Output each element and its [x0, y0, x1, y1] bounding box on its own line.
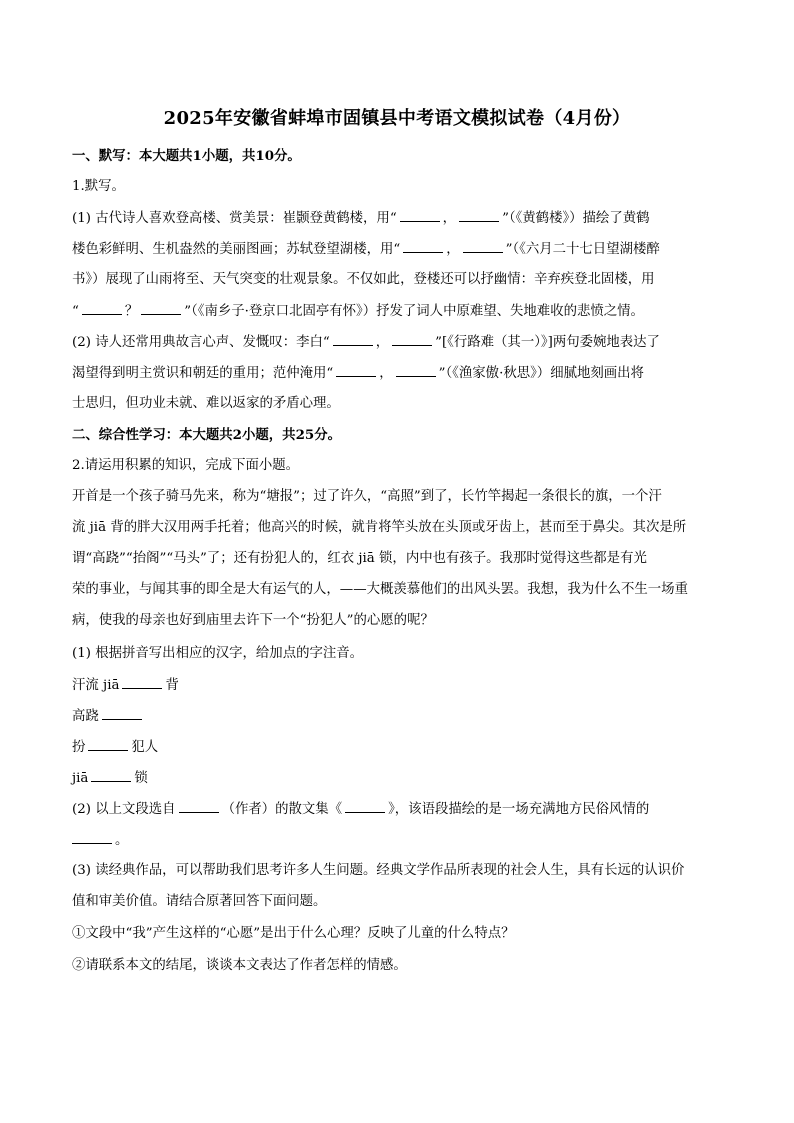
passage-line-2: 流 jiā 背的胖大汉用两手托着；他高兴的时候，就肯将竿头放在头顶或牙齿上，甚而至于鼻尖。其次是所	[72, 520, 687, 535]
text: 汗流 jiā	[72, 678, 120, 693]
text: 高跷	[72, 709, 99, 724]
passage-line-3: 谓“高跷”“抬阁”“马头”了；还有扮犯人的，红衣 jiā 锁，内中也有孩子。我那时觉得这些都是有光	[72, 551, 647, 566]
sub-question-1: ①文段中“我”产生这样的“心愿”是出于什么心理？反映了儿童的什么特点？	[72, 926, 515, 941]
question-1-2-line-3: 士思归，但功业未就、难以返家的矛盾心理。	[72, 396, 340, 411]
answer-blank[interactable]	[122, 676, 162, 689]
section-heading-1: 一、默写：本大题共1小题，共10分。	[72, 148, 301, 164]
answer-blank[interactable]	[400, 209, 440, 222]
question-1-1-line-4	[72, 302, 644, 321]
text: 扮	[72, 740, 86, 755]
word-item-1	[72, 676, 179, 695]
text: “	[72, 304, 79, 319]
answer-blank[interactable]	[82, 302, 122, 315]
answer-blank[interactable]	[179, 800, 219, 813]
text: ，	[379, 366, 393, 381]
text: ，	[442, 211, 457, 226]
text: 锁	[134, 771, 148, 786]
answer-blank[interactable]	[403, 240, 443, 253]
answer-blank[interactable]	[102, 707, 142, 720]
word-item-4	[72, 769, 148, 788]
answer-blank[interactable]	[459, 209, 499, 222]
question-2-3-line-1: (3) 读经典作品，可以帮助我们思考许多人生问题。经典文学作品所表现的社会人生，具有长远的认识价	[72, 863, 685, 878]
question-1-1-line-2	[72, 240, 660, 259]
question-1: 1.默写。	[72, 179, 125, 194]
section-heading-2: 二、综合性学习：本大题共2小题，共25分。	[72, 427, 341, 443]
text: ”（《黄鹤楼》）描绘了黄鹤	[502, 211, 650, 226]
text: (2) 诗人还常用典故言心声、发慨叹：李白“	[72, 335, 330, 350]
text: 》，该语段描绘的是一场充满地方民俗风情的	[388, 802, 650, 817]
answer-blank[interactable]	[91, 769, 131, 782]
text: （作者）的散文集《	[221, 802, 343, 817]
question-2-2-line-1	[72, 800, 649, 819]
answer-blank[interactable]	[88, 738, 128, 751]
answer-blank[interactable]	[396, 364, 436, 377]
text: ”（《渔家傲·秋思》）细腻地刻画出将	[438, 366, 644, 381]
text: 背	[165, 678, 179, 693]
passage-line-5: 病，使我的母亲也好到庙里去许下一个“扮犯人”的心愿的呢？	[72, 613, 434, 628]
document-title: 2025年安徽省蚌埠市固镇县中考语文模拟试卷（4月份）	[163, 108, 631, 129]
passage-line-1: 开首是一个孩子骑马先来，称为“塘报”；过了许久，“高照”到了，长竹竿揭起一条很长的旗，一个汗	[72, 489, 662, 504]
text: ”（《南乡子·登京口北固亭有怀》）抒发了词人中原难望、失地难收的悲愤之情。	[184, 304, 644, 319]
text: (1) 古代诗人喜欢登高楼、赏美景：崔颢登黄鹤楼，用“	[72, 211, 397, 226]
question-2: 2.请运用积累的知识，完成下面小题。	[72, 458, 300, 473]
text: ，	[446, 242, 460, 257]
answer-blank[interactable]	[336, 364, 376, 377]
text: 犯人	[131, 740, 159, 755]
question-1-2-line-2	[72, 364, 644, 383]
answer-blank[interactable]	[141, 302, 181, 315]
question-1-1-line-1	[72, 209, 650, 228]
text: ”[《行路难（其一）》]两句委婉地表达了	[435, 335, 660, 350]
question-1-2-line-1	[72, 333, 660, 352]
question-2-3-line-2: 值和审美价值。请结合原著回答下面问题。	[72, 894, 327, 909]
answer-blank[interactable]	[333, 333, 373, 346]
answer-blank[interactable]	[345, 800, 385, 813]
text: (2) 以上文段选自	[72, 802, 176, 817]
text: 渴望得到明主赏识和朝廷的重用；范仲淹用“	[72, 366, 334, 381]
answer-blank[interactable]	[392, 333, 432, 346]
text: 楼色彩鲜明、生机盎然的美丽图画；苏轼登望湖楼，用“	[72, 242, 401, 257]
word-item-2	[72, 707, 145, 726]
text: ？	[124, 304, 139, 319]
text: 。	[115, 833, 129, 848]
text: ”（《六月二十七日望湖楼醉	[505, 242, 660, 257]
question-1-1-line-3: 书》）展现了山雨将至、天气突变的壮观景象。不仅如此，登楼还可以抒幽情：辛弃疾登北固楼，用	[72, 272, 655, 287]
text: jiā	[72, 771, 89, 786]
question-2-2-line-2	[72, 831, 128, 850]
answer-blank[interactable]	[463, 240, 503, 253]
sub-question-2: ②请联系本文的结尾，谈谈本文表达了作者怎样的情感。	[72, 958, 407, 973]
passage-line-4: 荣的事业，与闻其事的即全是大有运气的人，——大概羡慕他们的出风头罢。我想，我为什么不生一场重	[72, 582, 688, 597]
word-item-3	[72, 738, 158, 757]
text: ，	[375, 335, 390, 350]
question-2-1: (1) 根据拼音写出相应的汉字，给加点的字注音。	[72, 646, 364, 661]
answer-blank[interactable]	[72, 831, 112, 844]
